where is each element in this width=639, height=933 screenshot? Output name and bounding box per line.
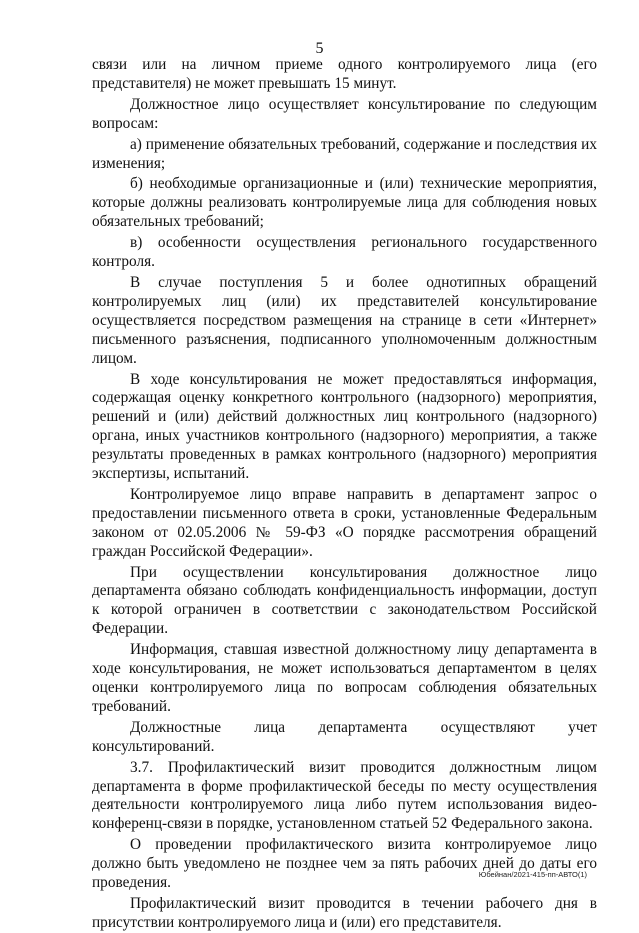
paragraph-info-usage: Информация, ставшая известной должностному лицу департамента в ходе консультирования, не может использоваться департаментом в целях оценки контролируемого лица по вопросам соблюдения обязательных требований. [92,641,597,715]
paragraph-written-answer: Контролируемое лицо вправе направить в департамент запрос о предоставлении письменного ответа в сроки, установленные Федеральным законом от 02.05.2006 № 59-ФЗ «О порядке рассмотрения обращений граждан Российской Федерации». [92,485,597,560]
paragraph-accounting: Должностные лица департамента осуществляют учет консультирований. [92,718,597,755]
page-number: 5 [315,40,324,57]
paragraph-confidentiality: При осуществлении консультирования должностное лицо департамента обязано соблюдать конфиденциальность информации, доступ к которой ограничен в соответствии с законодательством Российской Федерации. [92,563,597,638]
document-body [92,56,597,933]
paragraph-continuation: связи или на личном приеме одного контролируемого лица (его представителя) не может превышать 15 минут. [92,56,597,92]
paragraph-visit-duration: Профилактический визит проводится в течении рабочего дня в присутствии контролируемого лица и (или) его представителя. [92,894,597,931]
paragraph-section-3-7: 3.7. Профилактический визит проводится должностным лицом департамента в форме профилактической беседы по месту осуществления деятельности контролируемого лица либо путем использования видео-конференц-связи в порядке, установленном статьей 52 Федерального закона. [92,758,597,833]
list-item-v: в) особенности осуществления регионального государственного контроля. [92,234,597,271]
paragraph-identical-requests: В случае поступления 5 и более однотипных обращений контролируемых лиц (или) их представителей консультирование осуществляется посредством размещения на странице в сети «Интернет» письменного разъяснения, подписанного уполномоченным должностным лицом. [92,273,597,367]
paragraph-restricted-info: В ходе консультирования не может предоставляться информация, содержащая оценку конкретного контрольного (надзорного) мероприятия, решений и (или) действий должностных лиц контрольного (надзорного) органа, иных участников контрольного (надзорного) мероприятия, а также результаты проведенных в рамках контрольного (надзорного) мероприятия экспертизы, испытаний. [92,370,597,483]
list-item-b: б) необходимые организационные и (или) технические мероприятия, которые должны реализовать контролируемые лица для соблюдения новых обязательных требований; [92,175,597,231]
footer-document-code: Юбейнан/2021-415-пп-АВТО(1) [478,870,587,879]
list-item-a: а) применение обязательных требований, содержание и последствия их изменения; [92,135,597,172]
paragraph-consulting-topics: Должностное лицо осуществляет консультирование по следующим вопросам: [92,95,597,132]
paragraph-visit-notice: О проведении профилактического визита контролируемое лицо должно быть уведомлено не позднее чем за пять рабочих дней до даты его проведения. [92,836,597,892]
